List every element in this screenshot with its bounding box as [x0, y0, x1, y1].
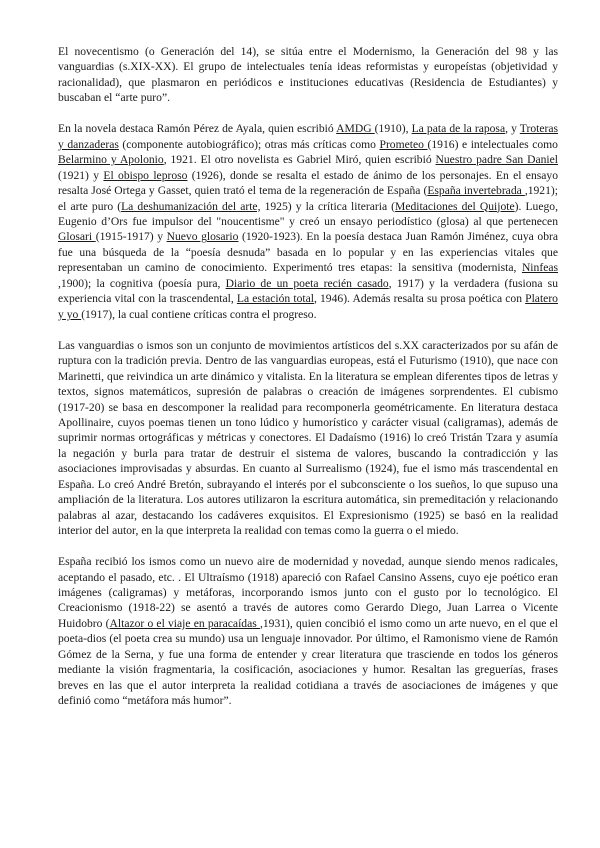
underlined-title: Nuevo glosario [166, 230, 239, 244]
underlined-title: Nuestro padre San Daniel [435, 153, 558, 167]
underlined-title: Diario de un poeta recién casado [225, 276, 389, 290]
underlined-title: Prometeo [379, 137, 428, 151]
text-run: 1925) y la crítica literaria ( [260, 199, 396, 213]
paragraph-3 [58, 338, 558, 539]
text-run: En la novela destaca Ramón Pérez de Ayala, quien escribió [58, 122, 337, 136]
text-run: ,1900); la cognitiva (poesía pura, [58, 276, 226, 290]
underlined-title: Troteras y danzaderas [58, 122, 559, 151]
text-run: (componente autobiográfico); otras más críticas como [118, 137, 380, 151]
underlined-title: Meditaciones del Quijote [395, 199, 515, 213]
text-run: (1915-1917) y [95, 230, 167, 244]
text-run: (1910), [374, 122, 412, 136]
text-run: (1926), donde se resalta el estado de ánimo de los personajes. En el ensayo resalta José Ortega y Gasset, quien trató el tema de la regeneración de España ( [58, 168, 558, 198]
text-run: , 1921. El otro novelista es Gabriel Miró, quien escribió [163, 153, 436, 167]
text-run: , 1917) y la verdadera (fusiona su experiencia vital con la trascendental, [58, 276, 558, 306]
underlined-title: AMDG [336, 122, 375, 136]
text-run: , y [505, 122, 520, 136]
text-run: El novecentismo (o Generación del 14), se sitúa entre el Modernismo, la Generación del 98 y las vanguardias (s.XIX-XX). El grupo de intelectuales tenía ideas reformistas y europeístas (objetividad y racionalidad), que plasmaron en periódicos e instituciones educativas (Residencia de Estudiantes) y buscaban el “arte puro”. [58, 45, 558, 105]
paragraph-4 [58, 554, 558, 709]
underlined-title: Belarmino y Apolonio [58, 153, 164, 167]
underlined-title: La pata de la raposa [411, 122, 506, 136]
text-run: (1921) y [58, 168, 104, 182]
underlined-title: Ninfeas [521, 261, 558, 275]
paragraph-2 [58, 121, 558, 322]
text-run: (1917), la cual contiene críticas contra el progreso. [81, 307, 317, 321]
underlined-title: Platero y yo [58, 292, 558, 321]
underlined-title: La deshumanización del arte, [121, 199, 261, 213]
text-run: (1920-1923). En la poesía destaca Juan Ramón Jiménez, cuya obra fue una búsqueda de la “poesía desnuda” basada en lo popular y en las experiencias vitales que representaban un camino de conocimiento. Experimentó tres etapas: la sensitiva (modernista, [58, 230, 558, 275]
underlined-title: El obispo leproso [103, 168, 188, 182]
paragraph-1 [58, 44, 558, 106]
underlined-title: Altazor o el viaje en paracaídas [109, 616, 260, 630]
underlined-title: Glosari [58, 230, 96, 244]
text-run: (1916) e intelectuales como [427, 137, 558, 151]
text-run: España recibió los ismos como un nuevo aire de modernidad y novedad, aunque siendo menos radicales, aceptando el pasado, etc. . El Ultraísmo (1918) apareció con Rafael Cansino Assens, cuyo eje poético eran imágenes (caligramas) y metáforas, incorporando ismos junto con el gusto por lo tecnológico. El Creacionismo (1918-22) se asentó a través de autores como Gerardo Diego, Juan Larrea o Vicente Huidobro ( [58, 555, 558, 630]
underlined-title: España invertebrada [427, 184, 525, 198]
text-run: Las vanguardias o ismos son un conjunto de movimientos artísticos del s.XX caracterizados por su afán de ruptura con la tradición previa. Dentro de las vanguardias europeas, está el Futurismo (1910), que nace con Marinetti, que reivindica un arte dinámico y vitalista. En la literatura se emplean diferentes tipos de letras y textos, signos matemáticos, supresión de palabras o creación de imágenes sorprendentes. El cubismo (1917-20) se basa en descomponer la realidad para recomponerla geométricamente. En literatura destaca Apollinaire, cuyos poemas tienen un tono lúdico y humorístico y carácter visual (caligramas), además de suprimir normas ortográficas y métricas y conectores. El Dadaísmo (1916) lo creó Tristán Tzara y asumía la negación y burla para tratar de destruir el sistema de valores, buscando la contradicción y las asociaciones improvisadas y absurdas. En cuanto al Surrealismo (1924), fue el ismo más trascendental en España. Lo creó André Bretón, subrayando el interés por el subconsciente o los sueños, lo que supuso una ampliación de la literatura. Los autores utilizaron la escritura automática, sin premeditación y relacionando palabras al azar, destacando los cadáveres exquisitos. El Expresionismo (1925) se basó en la realidad interior del autor, en la que interpreta la realidad con temas como la guerra o el miedo. [58, 338, 558, 538]
text-run: ,1931), quien concibió el ismo como un arte nuevo, en el que el poeta-dios (el poeta crea su mundo) usa un lenguaje innovador. Por último, el Ramonismo viene de Ramón Gómez de la Serna, y fue una forma de entender y crear literatura que trasciende en todos los géneros mediante la visión fragmentaria, la cosificación, asociaciones y humor. Resaltan las greguerías, frases breves en las que el autor interpreta la realidad cotidiana a través de asociaciones de imágenes y que definió como “metáfora más humor”. [58, 616, 559, 708]
text-run: ,1921); el arte puro ( [58, 184, 558, 213]
text-run: ). Luego, Eugenio d’Ors fue impulsor del "noucentisme" y creó un ensayo periodístico (glosa) al que pertenecen [58, 199, 558, 229]
text-run: , 1946). Además resalta su prosa poética con [313, 292, 526, 306]
underlined-title: La estación total [236, 292, 314, 306]
